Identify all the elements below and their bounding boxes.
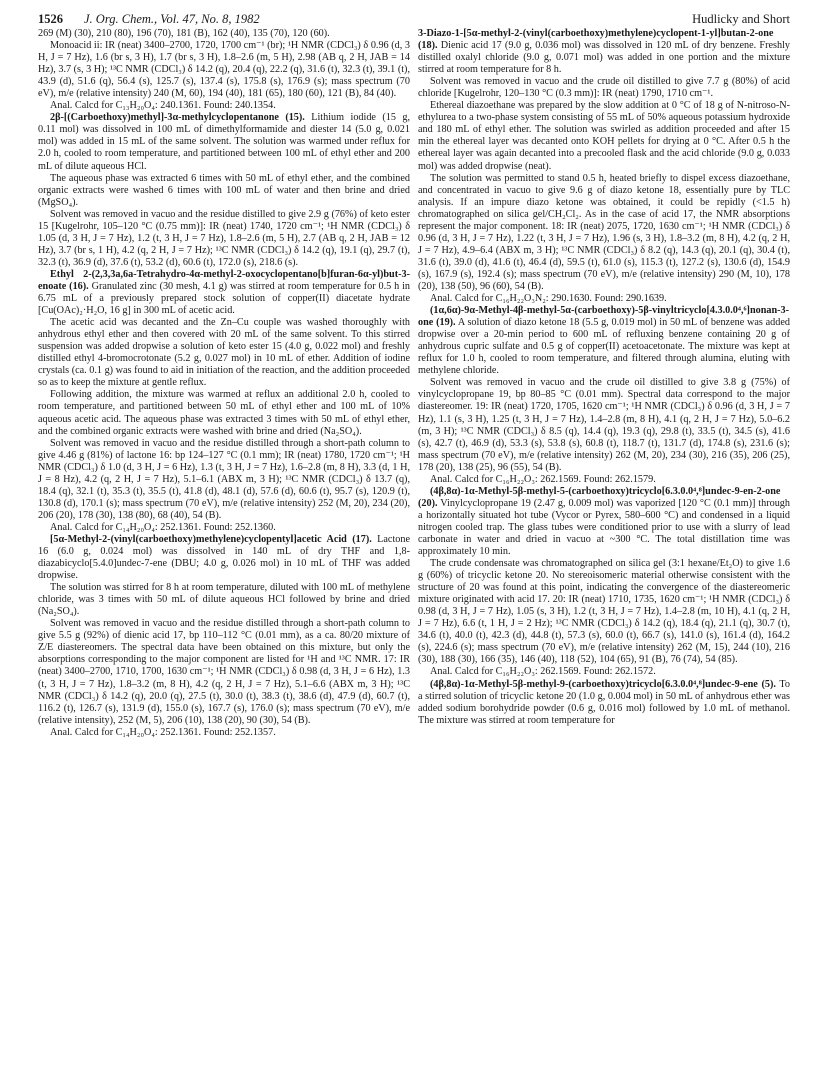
paragraph-text: The solution was permitted to stand 0.5 h, heated briefly to dispel excess diazoethane, and concentrated in vacuo to give 9.6 g of diazo ketone 18, essentially pure by TLC analysis. If an impure diazo ketone was obtained, it could be repidly (<1.5 h) chromatographed on silica gel/CH₂Cl₂. As in the case of acid 17, the NMR absorptions represent the major component. 18: IR (neat) 2075, 1720, 1630 cm⁻¹; ¹H NMR (CDCl₃) δ 0.96 (d, 3 H, J = 7 Hz), 1.22 (t, 3 H, J = 7 Hz), 1.96 (s, 3 H), 1.8–3.2 (m, 8 H), 4.2 (q, 2 H, J = 7 Hz), 4.9–6.4 (ABX m, 3 H); ¹³C NMR (CDCl₃) δ 8.2 (q), 14.3 (q), 20.1 (q), 30.4 (t), 31.6 (t), 39.0 (d), 41.6 (t), 46.4 (d), 59.5 (t), 61.0 (s), 115.3 (t), 127.2 (s), 130.6 (d), 154.9 (s), 167.9 (s), 192.4 (s); mass spectrum (70 eV), m/e (relative intensity) 290 (M, 10), 178 (20), 138 (50), 96 (60), 54 (B). bbox=[418, 172, 790, 292]
paragraph bbox=[38, 522, 410, 534]
compound-heading: Ethyl 2-(2,3,3a,6a-Tetrahydro-4α-methyl-2-oxocyclopentano[b]furan-6α-yl)but-3-enoate (16). bbox=[38, 268, 410, 292]
right-column bbox=[418, 28, 790, 1066]
paragraph bbox=[418, 76, 790, 100]
paragraph-text: Solvent was removed in vacuo and the crude oil distilled to give 7.7 g (80%) of acid chloride [Kugelrohr, 120–130 °C (0.3 mm)]: IR (neat) 1790, 1710 cm⁻¹. bbox=[418, 76, 790, 100]
paragraph-text: A solution of diazo ketone 18 (5.5 g, 0.019 mol) in 50 mL of benzene was added dropwise over a 20-min period to 600 mL of refluxing benzene containing 20 g of anhydrous cupric sulfate and 0.5 g of copper(II) acetoacetonate. The mixture was kept at reflux for 1.0 h, cooled to room temperature, and filtered through alumina, eluting with methylene chloride. bbox=[418, 317, 790, 377]
paragraph-text: Anal. Calcd for C₁₆H₂₂O₃: 262.1569. Found: 262.1572. bbox=[430, 666, 656, 678]
paragraph bbox=[38, 112, 410, 172]
left-column bbox=[38, 28, 410, 1066]
paragraph-text: Anal. Calcd for C₁₆H₂₂O₃: 262.1569. Found: 262.1579. bbox=[430, 473, 656, 485]
paragraph-text: Anal. Calcd for C₁₃H₂₀O₄: 240.1361. Found: 240.1354. bbox=[50, 100, 276, 112]
compound-heading: (4β,8α)-1α-Methyl-5β-methyl-5-(carboethoxy)tricyclo[6.3.0.0⁴,⁸]undec-9-en-2-one (20). bbox=[418, 485, 781, 509]
paragraph bbox=[38, 389, 410, 437]
paragraph bbox=[38, 173, 410, 209]
paragraph-text: Following addition, the mixture was warmed at reflux an additional 2.0 h, cooled to room temperature, and partitioned between 50 mL of ethyl ether and 100 mL of 10% aqueous acetic acid. The aqueous phase was extracted 3 times with 50 mL of ethyl ether, and the combined organic extracts were washed with brine and dried (Na₂SO₄). bbox=[38, 389, 410, 437]
paragraph-text: Solvent was removed in vacuo and the residue distilled through a short-path column to give 4.46 g (81%) of lactone 16: bp 124–127 °C (0.1 mm); IR (neat) 1780, 1720 cm⁻¹; ¹H NMR (CDCl₃) δ 1.0 (d, 3 H, J = 6 Hz), 1.3 (t, 3 H, J = 7 Hz), 1.6–2.8 (m, 8 H), 3.3 (d, 1 H, J = 8 Hz), 4.2 (q, 2 H, J = 7 Hz), 5.1–6.1 (ABX m, 3 H); ¹³C NMR (CDCl₃) δ 13.7 (q), 18.4 (q), 32.1 (t), 35.3 (t), 35.5 (t), 41.8 (d), 48.1 (d), 57.6 (d), 60.6 (t), 95.7 (s), 120.9 (t), 130.8 (d), 170.1 (s); mass spectrum (70 eV), m/e (relative intensity) 252 (M, 20), 234 (20), 206 (20), 178 (30), 138 (80), 68 (40), 54 (B). bbox=[38, 437, 410, 521]
paragraph-text: The acetic acid was decanted and the Zn–Cu couple was washed thoroughly with anhydrous ethyl ether and then covered with 20 mL of the same solvent. To this stirred suspension was added dropwise a solution of keto ester 15 (4.0 g, 0.022 mol) and freshly distilled ethyl 4-bromocrotonate (5.2 g, 0.027 mol) in 10 mL of ether. Addition of iodine crystals (ca. 0.1 g) was found to aid in initiation of the reaction, and the addition proceeded so as to keep the mixture at gentle reflux. bbox=[38, 317, 410, 389]
compound-heading: (4β,8α)-1α-Methyl-5β-methyl-9-(carboethoxy)tricyclo[6.3.0.0⁴,⁸]undec-9-ene (5). bbox=[430, 678, 776, 690]
paragraph bbox=[38, 582, 410, 618]
paragraph bbox=[38, 727, 410, 739]
paragraph bbox=[38, 618, 410, 726]
paragraph-text: Anal. Calcd for C₁₄H₂₀O₄: 252.1361. Found: 252.1360. bbox=[50, 521, 276, 533]
paragraph bbox=[418, 100, 790, 172]
paragraph-text: Granulated zinc (30 mesh, 4.1 g) was stirred at room temperature for 0.5 h in 6.75 mL of a previously prepared stock solution of copper(II) diacetate hydrate [Cu(OAc)₂·H₂O, 16 g] in 300 mL of acetic acid. bbox=[38, 280, 410, 317]
paragraph-text: Lactone 16 (6.0 g, 0.024 mol) was dissolved in 140 mL of dry THF and 1,8-diazabicyclo[5.4.0]undec-7-ene (DBU; 4.0 g, 0.026 mol) in 10 mL of THF was added dropwise. bbox=[38, 533, 410, 582]
paragraph-text: Anal. Calcd for C₁₆H₂₂O₃N₂: 290.1630. Found: 290.1639. bbox=[430, 293, 667, 305]
compound-heading: 2β-[(Carboethoxy)methyl]-3α-methylcyclopentanone (15). bbox=[50, 112, 305, 124]
paragraph bbox=[38, 269, 410, 317]
paragraph-text: Ethereal diazoethane was prepared by the slow addition at 0 °C of 18 g of N-nitroso-N-ethylurea to a two-phase system consisting of 55 mL of 50% aqueous potassium hydroxide and 180 mL of ethyl ether. The solution was swirled as addition proceeded and after 15 min the ethereal layer was decanted onto KOH pellets for drying at 0 °C. After 0.5 h the ethereal layer was again decanted into a precooled flask and the acid chloride (9.0 g, 0.033 mol) was added dropwise (neat). bbox=[418, 100, 790, 172]
paragraph-text: Solvent was removed in vacuo and the residue distilled through a short-path column to give 5.5 g (92%) of dienic acid 17, bp 110–112 °C (0.01 mm), as a ca. 80/20 mixture of Z/E diastereomers. The spectral data have been obtained on this mixture, but only the absorptions corresponding to the major component are listed for ¹H and ¹³C NMR. 17: IR (neat) 3400–2700, 1710, 1700, 1630 cm⁻¹; ¹H NMR (CDCl₃) δ 0.98 (d, 3 H, J = 6 Hz), 1.3 (t, 3 H, J = 7 Hz), 1.8–3.2 (m, 8 H), 4.2 (q, 2 H, J = 7 Hz), 5.1–6.6 (ABX m, 3 H); ¹³C NMR (CDCl₃) δ 14.2 (q), 20.0 (q), 27.5 (t), 30.0 (t), 38.3 (t), 38.6 (d), 47.9 (d), 60.7 (t), 116.2 (t), 126.7 (s), 131.9 (d), 155.0 (s), 167.7 (s), 176.0 (s); mass spectrum (70 eV), m/e (relative intensity), 252 (M, 5), 206 (10), 138 (20), 90 (30), 54 (B). bbox=[38, 618, 410, 726]
paragraph bbox=[418, 305, 790, 377]
compound-heading: 3-Diazo-1-[5α-methyl-2-(vinyl(carboethoxy)methylene)cyclopent-1-yl]butan-2-one (18). bbox=[418, 28, 774, 52]
paragraph-text: Solvent was removed in vacuo and the crude oil distilled to give 3.8 g (75%) of vinylcyclopropane 19, bp 80–85 °C (0.01 mm). Spectral data correspond to the major diastereomer. 19: IR (neat) 1720, 1705, 1620 cm⁻¹; ¹H NMR (CDCl₃) δ 0.96 (d, 3 H, J = 7 Hz), 1.1 (s, 3 H), 1.25 (t, 3 H, J = 7 Hz), 1.4–2.8 (m, 8 H), 4.1 (q, 2 H, J = 7 Hz), 5.0–6.2 (m, 3 H); ¹³C NMR (CDCl₃) δ 8.5 (q), 14.4 (q), 19.3 (q), 29.8 (t), 33.5 (t), 34.5 (s), 41.6 (s), 42.7 (t), 46.9 (d), 53.3 (s), 53.8 (s), 60.8 (t), 118.7 (t), 131.7 (d), 174.8 (s), 231.6 (s); mass spectrum (70 eV), m/e (relative intensity) 262 (M, 20), 234 (30), 216 (35), 206 (25), 178 (20), 138 (25), 96 (55), 54 (B). bbox=[418, 377, 790, 473]
paragraph-text: To a stirred solution of tricyclic ketone 20 (1.0 g, 0.004 mol) in 50 mL of anhydrous ether was added sodium borohydride powder (0.6 g, 0.016 mol) followed by 1.0 mL of methanol. The mixture was stirred at room temperature for bbox=[418, 678, 790, 726]
paragraph bbox=[418, 474, 790, 486]
paragraph-text: 269 (M) (30), 210 (80), 196 (70), 181 (B), 162 (40), 135 (70), 120 (60). bbox=[38, 28, 330, 39]
paragraph bbox=[418, 293, 790, 305]
paragraph-text: Dienic acid 17 (9.0 g, 0.036 mol) was dissolved in 120 mL of dry benzene. Freshly distilled oxalyl chloride (9.0 g, 0.071 mol) was added in one portion and the mixture stirred at room temperature for 8 h. bbox=[418, 40, 790, 76]
journal-citation: J. Org. Chem., Vol. 47, No. 8, 1982 bbox=[84, 12, 260, 26]
paragraph bbox=[418, 679, 790, 727]
paragraph bbox=[38, 438, 410, 522]
paragraph-text: Anal. Calcd for C₁₄H₂₀O₄: 252.1361. Found: 252.1357. bbox=[50, 726, 276, 738]
paragraph-text: Solvent was removed in vacuo and the residue distilled to give 2.9 g (76%) of keto ester 15 [Kugelrohr, 105–120 °C (0.75 mm)]: IR (neat) 1740, 1720 cm⁻¹; ¹H NMR (CDCl₃) δ 1.05 (d, 3 H, J = 7 Hz), 1.2 (t, 3 H, J = 7 Hz), 1.8–2.6 (m, 5 H), 2.7 (AB q, 2 H, JAB = 12 Hz), 3.7 (br s, 1 H), 4.2 (q, 2 H, J = 7 Hz); ¹³C NMR (CDCl₃) δ 14.2 (q), 19.1 (q), 29.7 (t), 32.3 (t), 36.9 (d), 37.6 (t), 53.2 (d), 60.6 (t), 172.0 (s), 218.6 (s). bbox=[38, 208, 410, 268]
paragraph bbox=[38, 534, 410, 582]
paragraph-text: Vinylcyclopropane 19 (2.47 g, 0.009 mol) was vaporized [120 °C (0.1 mm)] through a horizontally situated hot tube (Vycor or Pyrex, 580–600 °C) and condensed in a liquid nitrogen cooled trap. The glass tubes were conditioned prior to use with a slurry of lead carbonate in water and dried in vacuo at ~300 °C. The total distillation time was approximately 10 min. bbox=[418, 497, 790, 558]
paragraph bbox=[418, 486, 790, 558]
paragraph bbox=[418, 377, 790, 473]
paragraph-text: The crude condensate was chromatographed on silica gel (3:1 hexane/Et₂O) to give 1.6 g (60%) of tricyclic ketone 20. No stereoisomeric material otherwise consistent with the structure of 20 was found at this point, indicating the convergence of the diastereomeric mixture originated with acid 17. 20: IR (neat) 1710, 1735, 1620 cm⁻¹; ¹H NMR (CDCl₃) δ 0.98 (d, 3 H, J = 7 Hz), 1.05 (s, 3 H), 1.2 (t, 3 H, J = 7 Hz), 1.4–2.8 (m, 10 H), 4.1 (q, 2 H, J = 7 Hz), 6.6 (t, 1 H, J = 2 Hz); ¹³C NMR (CDCl₃) δ 14.2 (q), 18.4 (q), 21.1 (q), 30.7 (t), 34.6 (t), 40.0 (t), 42.3 (d), 44.8 (t), 57.3 (s), 60.0 (t), 66.7 (s), 141.0 (s), 161.4 (d), 164.2 (s), 224.6 (s); mass spectrum (70 eV), m/e (relative intensity) 262 (M, 15), 244 (10), 216 (30), 188 (30), 166 (35), 146 (40), 118 (52), 104 (65), 91 (B), 76 (74), 54 (85). bbox=[418, 558, 790, 666]
running-header bbox=[38, 10, 790, 28]
paragraph bbox=[418, 173, 790, 293]
paragraph bbox=[38, 40, 410, 100]
running-authors: Hudlicky and Short bbox=[692, 12, 790, 26]
paragraph bbox=[38, 317, 410, 389]
compound-heading: [5α-Methyl-2-(vinyl(carboethoxy)methylene)cyclopentyl]acetic Acid (17). bbox=[50, 533, 372, 545]
paragraph-text: Lithium iodide (15 g, 0.11 mol) was dissolved in 100 mL of dimethylformamide and diester 14 (5.0 g, 0.021 mol) was added in 15 mL of the same solvent. The solution was warmed under reflux for 2.0 h, cooled to room temperature, and partitioned between 100 mL of ethyl ether and 200 mL of dilute aqueous HCl. bbox=[38, 112, 410, 172]
paragraph-text: The solution was stirred for 8 h at room temperature, diluted with 100 mL of methylene chloride, was 3 times with 50 mL of dilute aqueous HCl followed by brine and dried (Na₂SO₄). bbox=[38, 582, 410, 618]
paragraph bbox=[38, 209, 410, 269]
paragraph bbox=[418, 558, 790, 666]
paragraph bbox=[418, 666, 790, 678]
compound-heading: (1α,6α)-9α-Methyl-4β-methyl-5α-(carboethoxy)-5β-vinyltricyclo[4.3.0.0⁴,⁶]nonan-3-one (19). bbox=[418, 305, 790, 329]
paragraph-text: Monoacid ii: IR (neat) 3400–2700, 1720, 1700 cm⁻¹ (br); ¹H NMR (CDCl₃) δ 0.96 (d, 3 H, J = 7 Hz), 1.6 (br s, 3 H), 1.7 (br s, 3 H), 1.8–2.6 (m, 5 H), 2.98 (AB q, 2 H, JAB = 14 Hz), 3.7 (s, 3 H); ¹³C NMR (CDCl₃) δ 14.2 (q), 20.4 (q), 22.2 (q), 31.6 (t), 32.3 (t), 39.1 (t), 43.9 (d), 51.6 (q), 56.4 (s), 125.7 (s), 137.4 (s), 175.8 (s), 176.9 (s); mass spectrum (70 eV), m/e (relative intensity) 240 (M, 60), 194 (40), 181 (65), 180 (60), 121 (B), 84 (40). bbox=[38, 40, 410, 100]
paragraph bbox=[38, 28, 410, 40]
paragraph bbox=[418, 28, 790, 76]
page-number: 1526 bbox=[38, 12, 63, 26]
paragraph-text: The aqueous phase was extracted 6 times with 50 mL of ethyl ether, and the combined organic extracts were washed 6 times with 100 mL of water and then brine and dried (MgSO₄). bbox=[38, 172, 410, 208]
paragraph bbox=[38, 100, 410, 112]
